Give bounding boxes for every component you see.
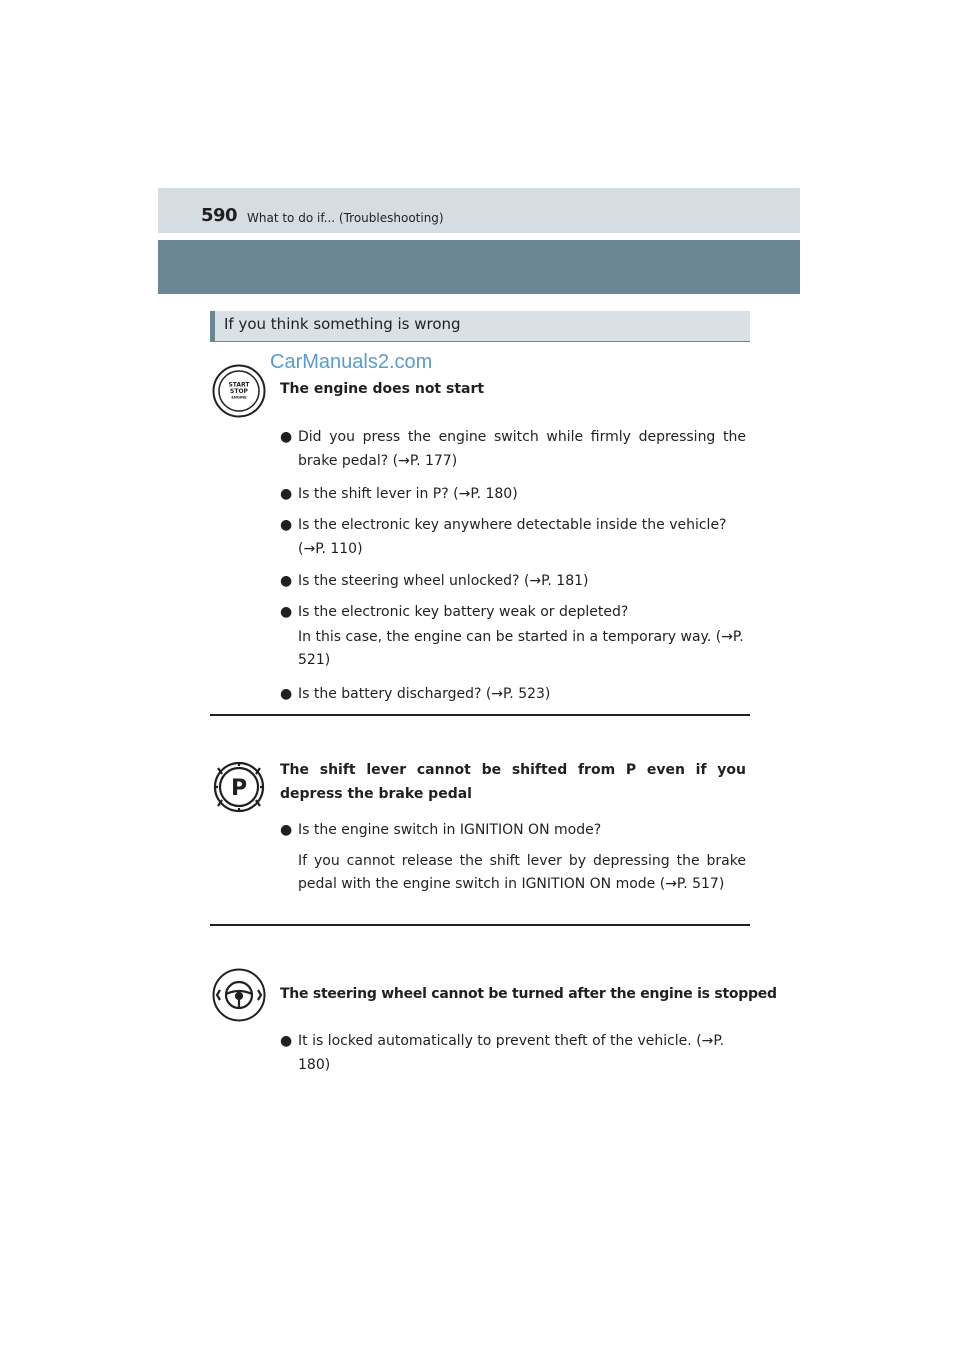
steering-lock-icon <box>212 968 266 1022</box>
list-item-text: Did you press the engine switch while firmly depressing the brake pedal? (→P. 177) <box>298 429 746 469</box>
list-item <box>280 682 746 706</box>
watermark: CarManuals2.com <box>270 351 433 373</box>
divider <box>210 714 750 716</box>
list-item-text: Is the engine switch in IGNITION ON mode? <box>298 822 602 838</box>
header-band <box>158 240 800 294</box>
bullet: ● <box>280 1033 293 1049</box>
bullet: ● <box>280 822 293 838</box>
list-item-text: Is the steering wheel unlocked? (→P. 181) <box>298 573 589 589</box>
section-heading: If you think something is wrong <box>224 315 461 333</box>
list-item <box>280 818 746 842</box>
bullet: ● <box>280 604 293 620</box>
engine-start-stop-icon <box>212 364 266 418</box>
divider <box>210 924 750 926</box>
bullet: ● <box>280 686 293 702</box>
list-item <box>280 600 746 624</box>
page-number: 590 <box>201 205 238 226</box>
list-item-text: Is the electronic key battery weak or depleted? <box>298 604 629 620</box>
section-heading-accent <box>210 311 215 341</box>
list-item-text: Is the shift lever in P? (→P. 180) <box>298 486 518 502</box>
chapter-title: What to do if... (Troubleshooting) <box>247 211 444 225</box>
engine-icon-label-3: ENGINE <box>231 395 247 400</box>
list-item <box>280 425 746 473</box>
problem-heading: The shift lever cannot be shifted from P even if you depress the brake pedal <box>280 762 746 802</box>
list-item <box>280 1029 746 1077</box>
list-item-text: Is the battery discharged? (→P. 523) <box>298 686 551 702</box>
bullet: ● <box>280 573 293 589</box>
bullet: ● <box>280 429 293 445</box>
list-item <box>280 513 746 561</box>
engine-icon-label-2: STOP <box>230 388 248 395</box>
bullet: ● <box>280 517 293 533</box>
list-item-text: It is locked automatically to prevent theft of the vehicle. (→P. 180) <box>298 1033 725 1073</box>
problem-heading: The steering wheel cannot be turned after the engine is stopped <box>280 986 777 1002</box>
list-item-note: If you cannot release the shift lever by depressing the brake pedal with the engine switch in IGNITION ON mode (→P. 517) <box>298 853 746 892</box>
list-item-text: Is the electronic key anywhere detectable inside the vehicle? (→P. 110) <box>298 517 727 557</box>
engine-icon-label-1: START <box>228 381 250 389</box>
bullet: ● <box>280 486 293 502</box>
problem-heading: The engine does not start <box>280 381 485 397</box>
shift-lock-p-icon <box>212 760 266 814</box>
list-item <box>280 569 746 593</box>
list-item <box>280 482 746 506</box>
p-icon-letter: P <box>230 776 248 801</box>
list-item-note: In this case, the engine can be started in a temporary way. (→P. 521) <box>298 629 744 668</box>
